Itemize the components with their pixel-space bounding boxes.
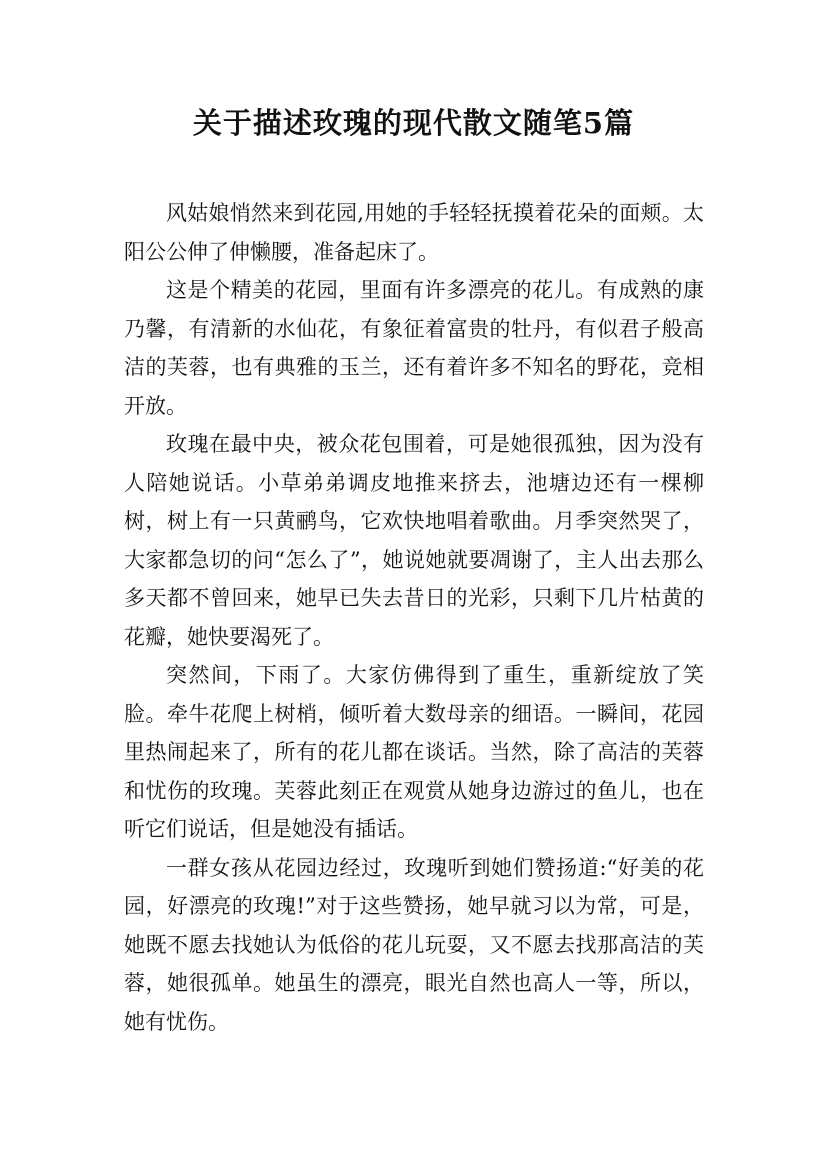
paragraph-1: 风姑娘悄然来到花园,用她的手轻轻抚摸着花朵的面颊。太阳公公伸了伸懒腰，准备起床了。 — [124, 201, 704, 264]
paragraph-4: 突然间，下雨了。大家仿佛得到了重生，重新绽放了笑脸。牵牛花爬上树梢，倾听着大数母亲的细语。一瞬间，花园里热闹起来了，所有的花儿都在谈话。当然，除了高洁的芙蓉和忧伤的玫瑰。芙蓉此刻正在观赏从她身边游过的鱼儿，也在听它们说话，但是她没有插话。 — [124, 663, 704, 841]
paragraph-5: 一群女孩从花园边经过，玫瑰听到她们赞扬道:“好美的花园，好漂亮的玫瑰!”对于这些赞扬，她早就习以为常，可是，她既不愿去找她认为低俗的花儿玩耍，又不愿去找那高洁的芙蓉，她很孤单。她虽生的漂亮，眼光自然也高人一等，所以，她有忧伤。 — [124, 855, 704, 1034]
paragraph-2: 这是个精美的花园，里面有许多漂亮的花儿。有成熟的康乃馨，有清新的水仙花，有象征着富贵的牡丹，有似君子般高洁的芙蓉，也有典雅的玉兰，还有着许多不知名的野花，竞相开放。 — [124, 278, 704, 418]
document-body — [124, 194, 704, 1041]
paragraph-3: 玫瑰在最中央，被众花包围着，可是她很孤独，因为没有人陪她说话。小草弟弟调皮地推来挤去，池塘边还有一棵柳树，树上有一只黄鹂鸟，它欢快地唱着歌曲。月季突然哭了，大家都急切的问“怎么了”，她说她就要凋谢了，主人出去那么多天都不曾回来，她早已失去昔日的光彩，只剩下几片枯黄的花瓣，她快要渴死了。 — [124, 432, 704, 649]
document-title: 关于描述玫瑰的现代散文随笔5篇 — [192, 106, 635, 140]
